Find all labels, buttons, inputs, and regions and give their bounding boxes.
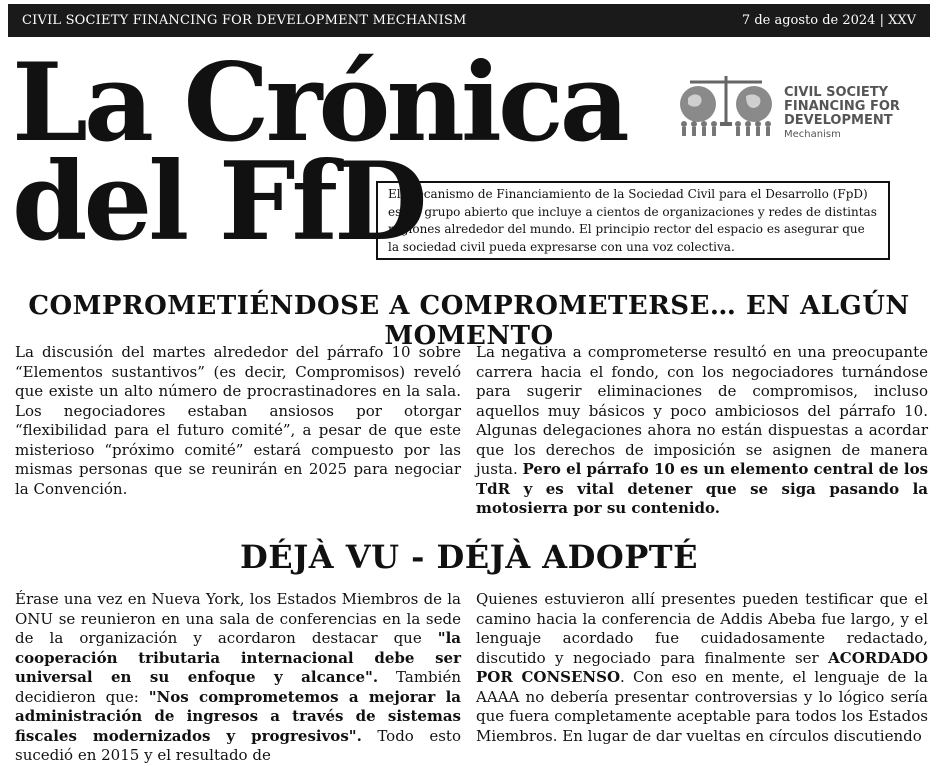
issue-date: 7 de agosto de 2024 | XXV: [741, 13, 916, 28]
header-bar: [8, 4, 930, 37]
logo-line-4: Mechanism: [784, 129, 841, 140]
masthead-line-2: del FfD: [12, 138, 424, 265]
logo-line-1: CIVIL SOCIETY: [784, 85, 889, 100]
organization-name: CIVIL SOCIETY FINANCING FOR DEVELOPMENT MECHANISM: [22, 13, 467, 28]
article-2-col1-part-e: Todo esto sucedió en 2015 y el resultado de: [15, 726, 461, 764]
article-2-col1-part-a: Érase una vez en Nueva York, los Estados Miembros de la ONU se reunieron en una sala de conferencias en la sede de la organización y acordaron destacar que: [15, 590, 461, 647]
article-1-headline: COMPROMETIÉNDOSE A COMPROMETERSE… EN ALGÚN MOMENTO: [28, 291, 910, 351]
article-1-column-2-text: La negativa a comprometerse resultó en una preocupante carrera hacia el fondo, con los negociadores turnándose para sugerir eliminaciones de compromisos, incluso aquellos muy básicos y poco ambiciosos del párrafo 10. Algunas delegaciones ahora no están dispuestas a acordar que los derechos de imposición se asignen de manera justa.: [476, 343, 928, 478]
article-1-column-2-bold: Pero el párrafo 10 es un elemento central de los TdR y es vital detener que se siga pasando la motosierra por su contenido.: [476, 460, 929, 517]
article-2-headline: DÉJÀ VU - DÉJÀ ADOPTÉ: [239, 538, 698, 576]
article-1-column-2: [476, 343, 928, 519]
logo-line-2: FINANCING FOR: [784, 99, 900, 114]
article-2-col1-part-c: También decidieron que:: [15, 668, 461, 706]
article-2-col1-quote-1: "la cooperación tributaria internacional debe ser universal en su enfoque y alcance".: [15, 629, 461, 686]
article-1-column-1: La discusión del martes alrededor del párrafo 10 sobre “Elementos sustantivos” (es decir, Compromisos) reveló que existe un alto número de procrastinadores en la sala. Los negociadores estaban ansiosos por otorgar “flexibilidad para el futuro comité”, a pesar de que este misterioso “próximo comité” estará compuesto por las mismas personas que se reunirán en 2025 para negociar la Convención.: [15, 343, 461, 498]
article-2-col2-part-c: . Con eso en mente, el lenguaje de la AAAA no debería presentar controversias y lo lógico sería que fuera completamente aceptable para todos los Estados Miembros. En lugar de dar vueltas en círculos discutiendo: [476, 668, 929, 745]
masthead-line-1: La Crónica: [12, 40, 626, 166]
logo-line-3: DEVELOPMENT: [784, 113, 893, 128]
scales-globe-icon: [676, 72, 776, 138]
intro-box: El Mecanismo de Financiamiento de la Sociedad Civil para el Desarrollo (FpD) es un grupo abierto que incluye a cientos de organizaciones y redes de distintas regiones alrededor del mundo. El principio rector del espacio es asegurar que la sociedad civil pueda expresarse con una voz colectiva.: [376, 181, 890, 260]
article-2-col2-part-a: Quienes estuvieron allí presentes pueden testificar que el camino hacia la conferencia de Addis Abeba fue largo, y el lenguaje acordado fue cuidadosamente redactado, discutido y negociado para finalmente ser: [476, 590, 928, 667]
article-2-col2-bold: ACORDADO POR CONSENSO: [476, 648, 928, 686]
article-2-col1-quote-2: "Nos comprometemos a mejorar la administración de ingresos a través de sistemas fiscales modernizados y progresivos".: [15, 687, 461, 745]
article-2-column-1: [15, 590, 461, 766]
article-2-column-2: [476, 590, 928, 746]
csfd-logo: [676, 72, 900, 142]
logo-text: [784, 86, 900, 142]
